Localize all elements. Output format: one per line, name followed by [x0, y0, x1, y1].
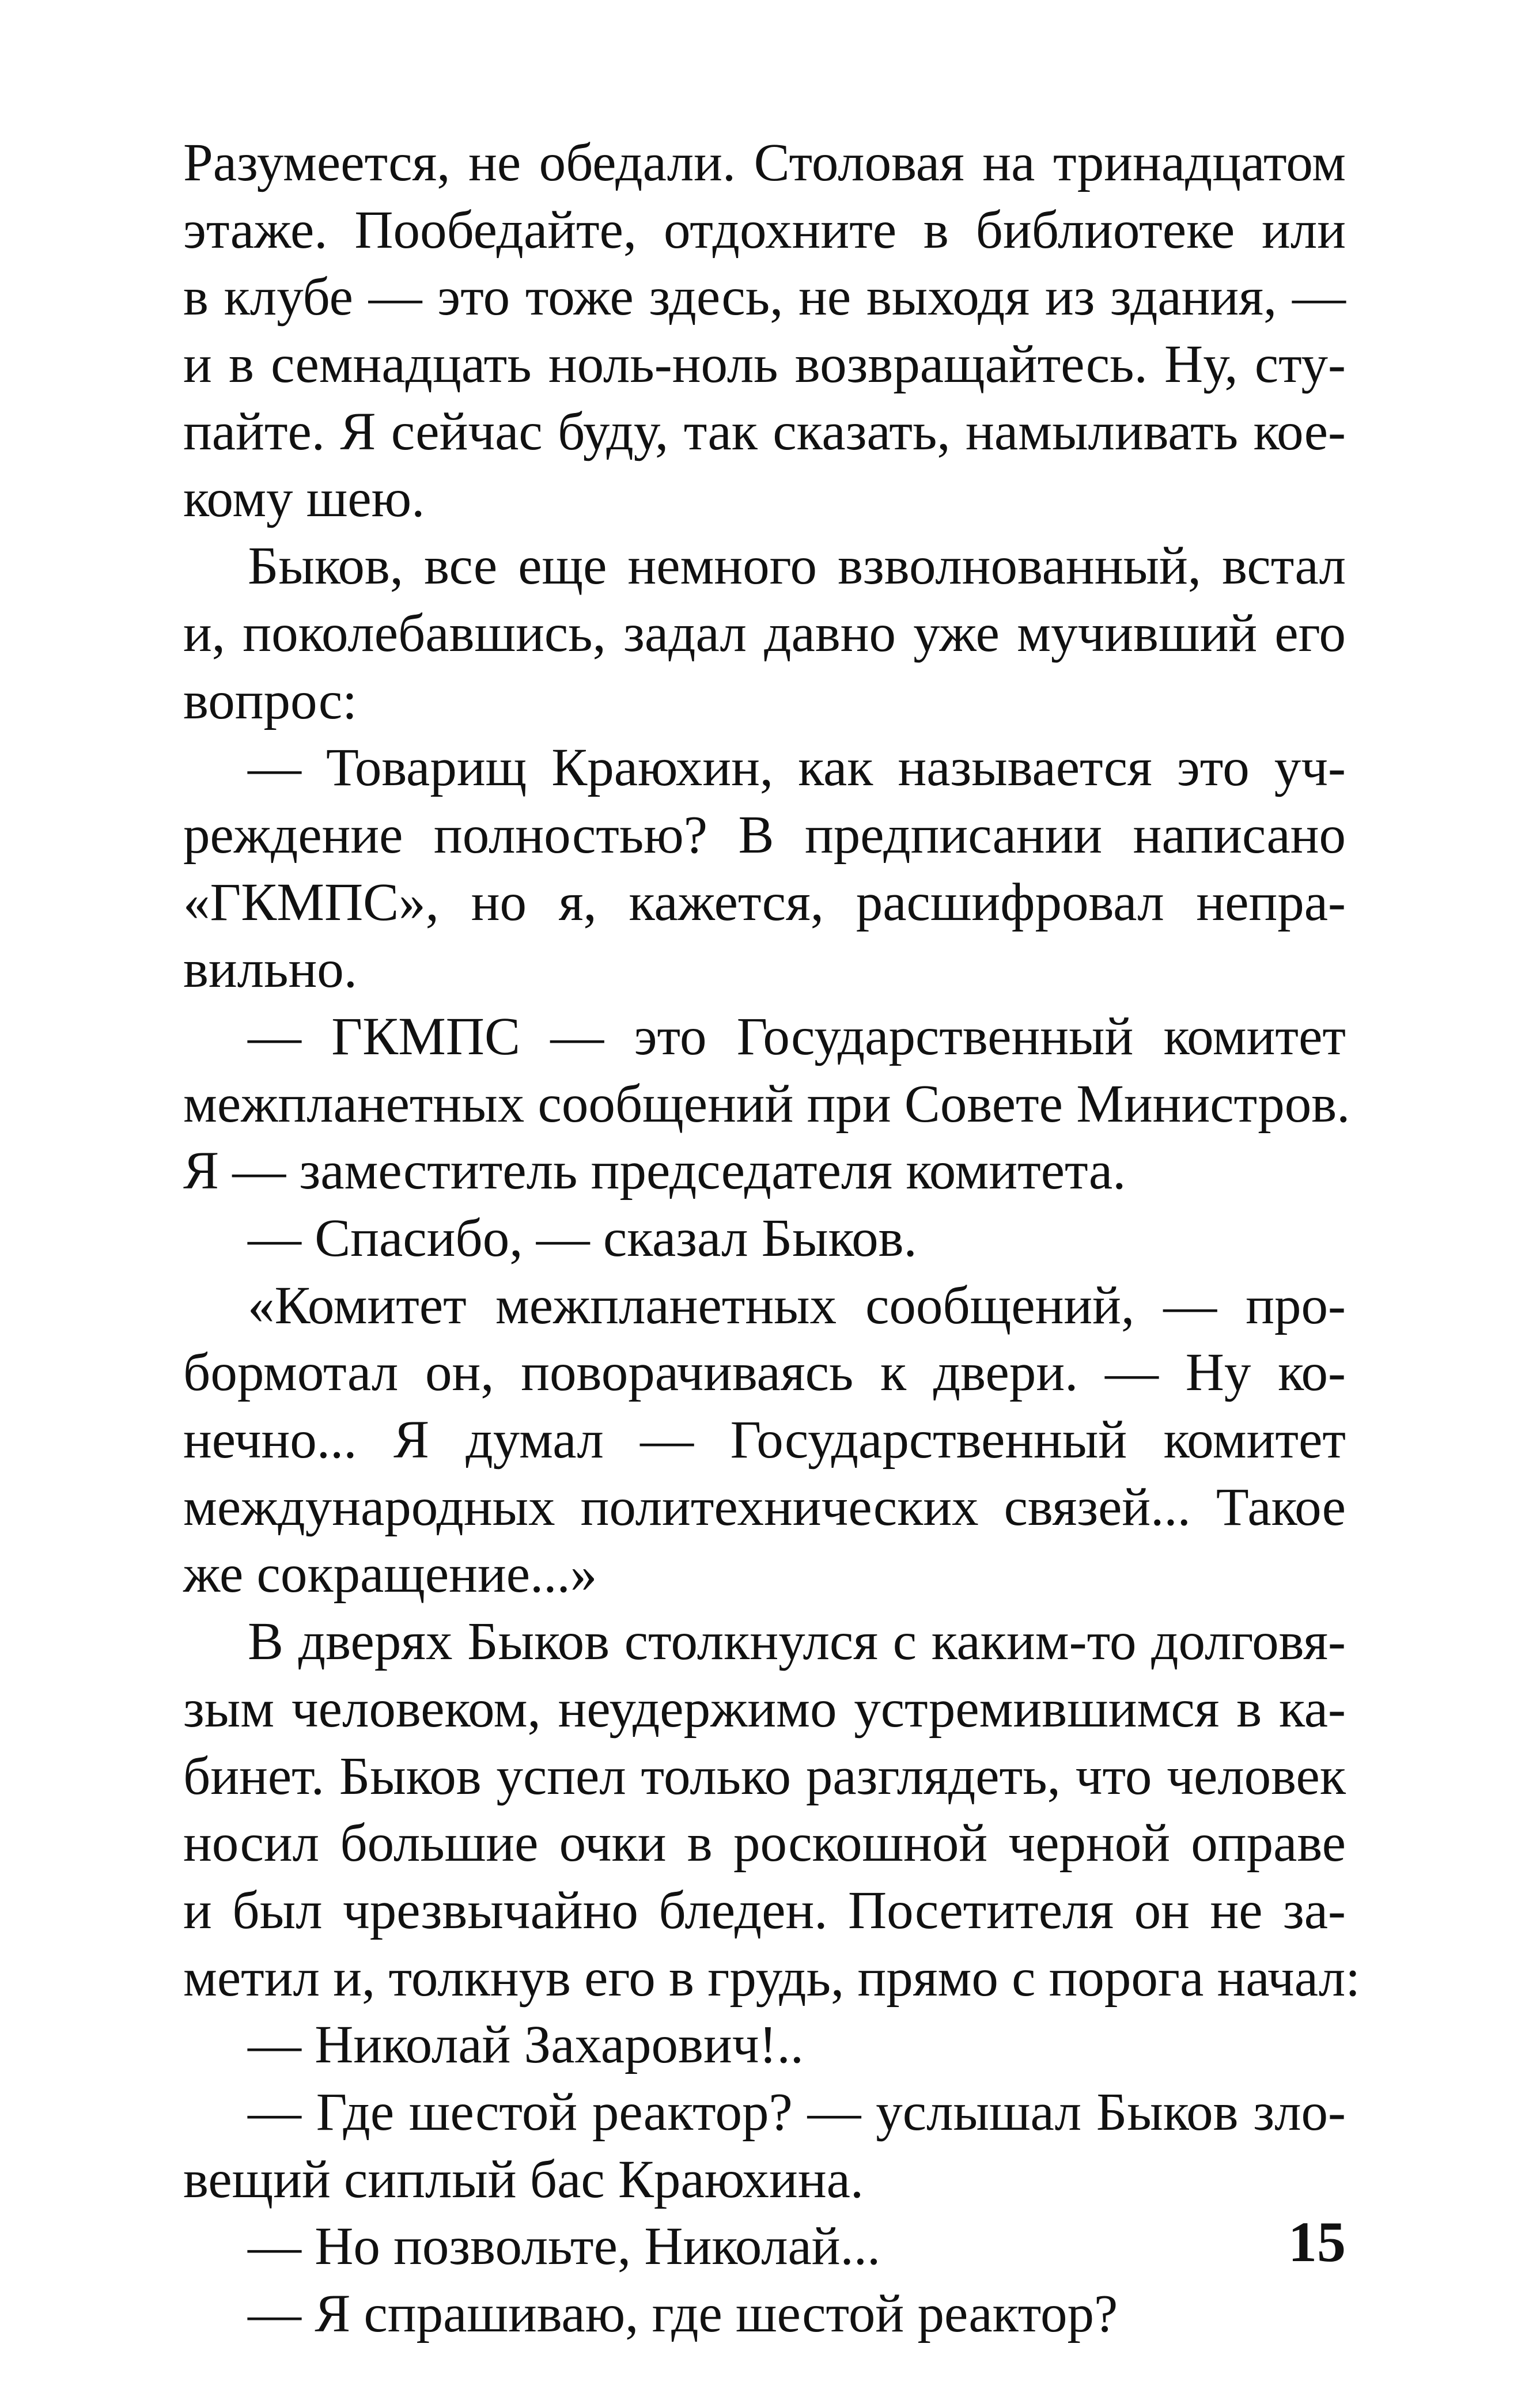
text-line: — Товарищ Краюхин, как называется это уч- — [248, 738, 1346, 798]
text-line: Я — заместитель председателя комитета. — [183, 1141, 1126, 1201]
page-number: 15 — [1288, 2210, 1346, 2274]
text-line: Разумеется, не обедали. Столовая на тринадцатом — [183, 133, 1346, 192]
text-line: — ГКМПС — это Государственный комитет — [248, 1006, 1346, 1066]
text-line: же сокращение...» — [183, 1544, 597, 1604]
text-line: вещий сиплый бас Краюхина. — [183, 2149, 864, 2209]
text-line: в клубе — это тоже здесь, не выходя из здания, — — [183, 267, 1346, 327]
text-line: бинет. Быков успел только разглядеть, что человек — [183, 1746, 1346, 1806]
text-line: реждение полностью? В предписании написано — [183, 805, 1346, 865]
text-line: вопрос: — [183, 671, 357, 730]
text-line: бормотал он, поворачиваясь к двери. — Ну ко- — [183, 1343, 1346, 1403]
text-line: носил большие очки в роскошной черной оправе — [183, 1813, 1346, 1873]
text-line: «Комитет межпланетных сообщений, — про- — [248, 1275, 1346, 1335]
text-line: и был чрезвычайно бледен. Посетителя он не за- — [183, 1880, 1346, 1940]
text-line: В дверях Быков столкнулся с каким-то долговя- — [248, 1612, 1346, 1672]
text-line: и, поколебавшись, задал давно уже мучивший его — [183, 603, 1346, 663]
text-line: кому шею. — [183, 469, 425, 529]
text-line: вильно. — [183, 940, 358, 999]
text-line: — Где шестой реактор? — услышал Быков зло- — [248, 2082, 1346, 2142]
text-line: метил и, толкнув его в грудь, прямо с порога начал: — [183, 1948, 1361, 2008]
text-line: «ГКМПС», но я, кажется, расшифровал непра- — [183, 872, 1346, 932]
text-line: пайте. Я сейчас буду, так сказать, намыливать кое- — [183, 402, 1346, 461]
text-line: — Николай Захарович!.. — [248, 2015, 804, 2075]
text-line: — Я спрашиваю, где шестой реактор? — [248, 2284, 1118, 2343]
text-line: этаже. Пообедайте, отдохните в библиотеке или — [183, 200, 1346, 260]
text-line: межпланетных сообщений при Совете Министров. — [183, 1074, 1350, 1134]
text-line: и в семнадцать ноль-ноль возвращайтесь. Ну, сту- — [183, 335, 1346, 395]
text-line: — Спасибо, — сказал Быков. — [248, 1209, 917, 1268]
page-body — [183, 130, 1361, 2348]
text-line: Быков, все еще немного взволнованный, встал — [248, 536, 1346, 596]
text-line: международных политехнических связей... Такое — [183, 1477, 1346, 1537]
text-line: зым человеком, неудержимо устремившимся в ка- — [183, 1679, 1346, 1739]
text-line: — Но позвольте, Николай... — [248, 2217, 881, 2277]
text-line: нечно... Я думал — Государственный комитет — [183, 1410, 1346, 1470]
